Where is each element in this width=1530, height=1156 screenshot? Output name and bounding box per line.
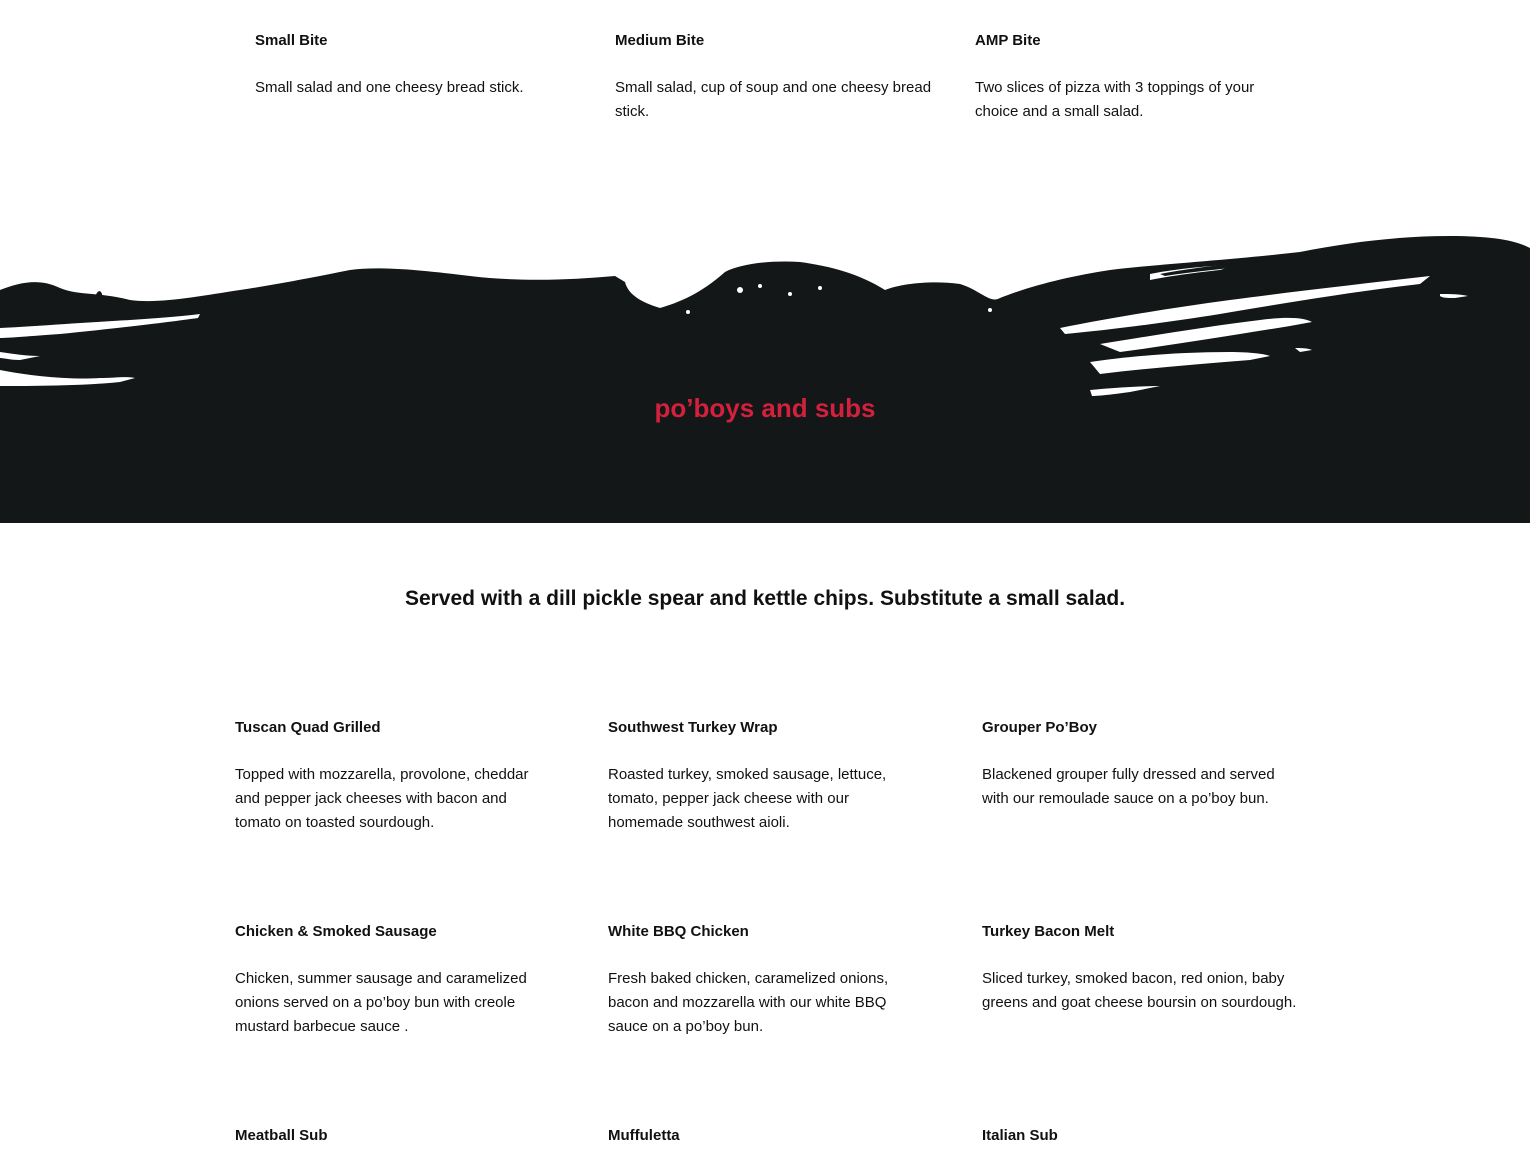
menu-item <box>615 30 935 124</box>
item-title: Muffuletta <box>608 1127 680 1144</box>
item-title: White BBQ Chicken <box>608 923 749 940</box>
item-description: Sliced turkey, smoked bacon, red onion, baby greens and goat cheese boursin on sourdough. <box>982 970 1297 1011</box>
item-description: Roasted turkey, smoked sausage, lettuce, tomato, pepper jack cheese with our homemade southwest aioli. <box>608 766 887 831</box>
item-description: Small salad and one cheesy bread stick. <box>255 79 524 96</box>
menu-item <box>975 30 1295 124</box>
menu-item <box>255 30 575 100</box>
item-description: Blackened grouper fully dressed and served with our remoulade sauce on a po’boy bun. <box>982 766 1275 807</box>
item-description: Small salad, cup of soup and one cheesy bread stick. <box>615 79 932 120</box>
item-title: Southwest Turkey Wrap <box>608 719 778 736</box>
item-title: Grouper Po’Boy <box>982 719 1098 736</box>
item-title: Medium Bite <box>615 32 705 49</box>
item-title: Small Bite <box>255 32 328 49</box>
item-description: Two slices of pizza with 3 toppings of your choice and a small salad. <box>975 79 1255 120</box>
menu-item <box>608 921 928 1039</box>
section-banner <box>0 230 1530 523</box>
section-subtitle: Served with a dill pickle spear and kettle chips. Substitute a small salad. <box>404 587 1126 610</box>
menu-item <box>982 921 1302 1015</box>
item-description: Topped with mozzarella, provolone, cheddar and pepper jack cheeses with bacon and tomato on toasted sourdough. <box>235 766 529 831</box>
menu-item <box>608 717 928 835</box>
item-title: Chicken & Smoked Sausage <box>235 923 437 940</box>
item-description: Fresh baked chicken, caramelized onions, bacon and mozzarella with our white BBQ sauce on a po’boy bun. <box>608 970 889 1035</box>
menu-item <box>982 1125 1302 1147</box>
menu-item <box>235 921 555 1039</box>
menu-item <box>235 717 555 835</box>
bites-section <box>0 0 1530 200</box>
item-title: Turkey Bacon Melt <box>982 923 1115 940</box>
item-title: Italian Sub <box>982 1127 1058 1144</box>
item-title: AMP Bite <box>975 32 1041 49</box>
menu-item <box>235 1125 555 1147</box>
item-title: Meatball Sub <box>235 1127 328 1144</box>
section-title: po’boys and subs <box>654 393 876 423</box>
brush-stroke-background <box>0 230 1530 523</box>
item-title: Tuscan Quad Grilled <box>235 719 381 736</box>
menu-item <box>608 1125 928 1147</box>
menu-item <box>982 717 1302 811</box>
item-description: Chicken, summer sausage and caramelized onions served on a po’boy bun with creole mustard barbecue sauce . <box>235 970 527 1035</box>
